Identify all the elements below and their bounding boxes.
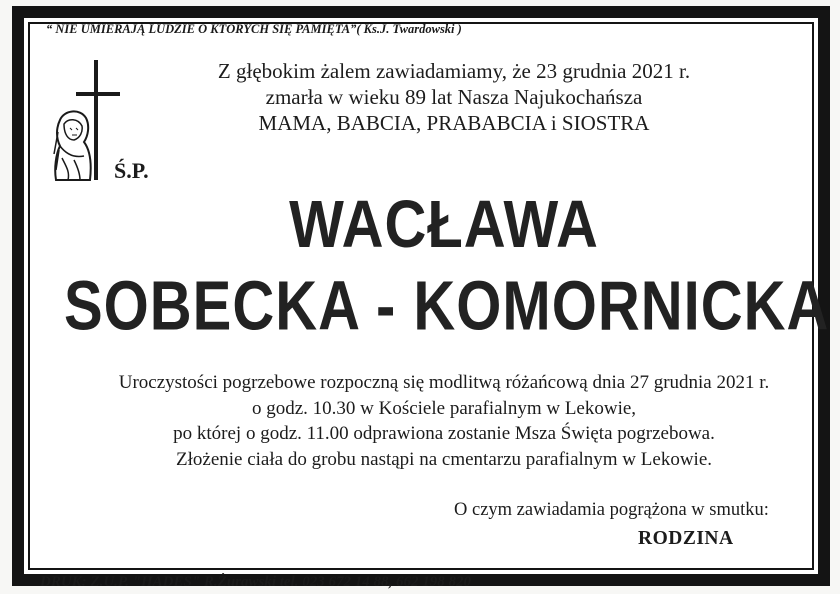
announcement-line: zmarła w wieku 89 lat Nasza Najukochańsza — [265, 85, 643, 109]
closing-line: O czym zawiadamia pogrążona w smutku: — [454, 500, 769, 520]
announcement-block — [174, 58, 734, 136]
obituary-frame — [12, 6, 830, 586]
printer-imprint: DRUK: Z.U.P. "HADES" R.Żurawski tel. 023 672 14 88, 662 198 820 — [40, 574, 472, 590]
announcement-line: Z głębokim żalem zawiadamiamy, że 23 grudnia 2021 r. — [217, 59, 691, 83]
quote-line: “ NIE UMIERAJĄ LUDZIE O KTÓRYCH SIĘ PAMIĘTA”( Ks.J. Twardowski ) — [46, 22, 462, 36]
funeral-details — [64, 370, 824, 472]
funeral-details-line: po której o godz. 11.00 odprawiona zostanie Msza Święta pogrzebowa. — [173, 423, 715, 444]
announcement-line: MAMA, BABCIA, PRABABCIA i SIOSTRA — [258, 111, 650, 135]
funeral-details-line: o godz. 10.30 w Kościele parafialnym w Lekowie, — [251, 397, 637, 419]
funeral-details-line: Złożenie ciała do grobu nastąpi na cmentarzu parafialnym w Lekowie. — [176, 448, 712, 470]
deceased-last-name: SOBECKA - KOMORNICKA — [64, 267, 830, 346]
family-signature: RODZINA — [638, 528, 734, 549]
funeral-details-line: Uroczystości pogrzebowe rozpoczną się modlitwą różańcową dnia 27 grudnia 2021 r. — [118, 372, 770, 393]
deceased-first-name: WACŁAWA — [289, 187, 599, 262]
honorific-prefix: Ś.P. — [114, 158, 149, 183]
